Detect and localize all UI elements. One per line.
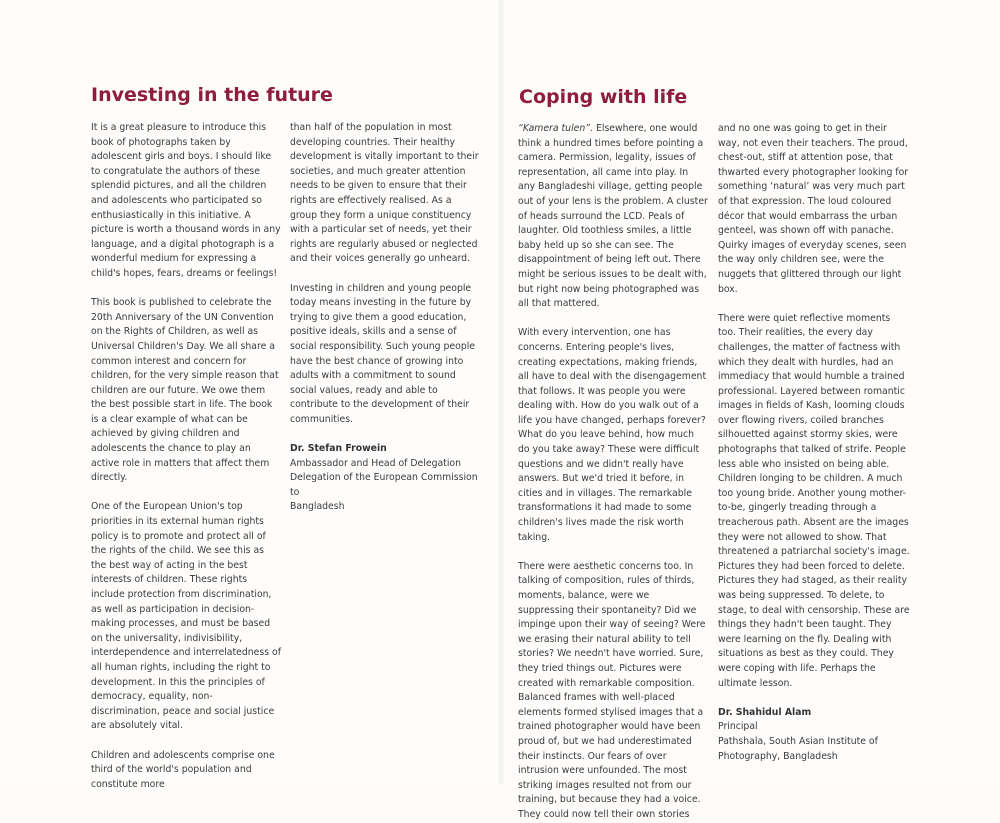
left-column-2: [290, 121, 480, 515]
left-paragraph-6: Investing in children and young people today means investing in the future by trying to give them a good education, positive ideals, skills and a sense of social responsibility. Such young people have the best chance of growing into adults with a commitment to sound social values, ready and able to contribute to the development of their communities.: [290, 282, 476, 425]
left-paragraph-5: than half of the population in most developing countries. Their healthy development is vitally important to their societies, and much greater attention needs to be given to ensure that their rights are effectively realised. As a group they form a unique constituency with a particular set of needs, yet their rights are regularly abused or neglected and their voices generally go unheard.: [290, 122, 479, 265]
right-paragraph-2: With every intervention, one has concerns. Entering people's lives, creating expectations, making friends, all have to deal with the disengagement that follows. It was people you were dealing with. How do you walk out of a life you have changed, perhaps forever? What do you leave behind, how much do you take away? These were difficult questions and we didn't really have answers. But we'd tried it before, in cities and in villages. The remarkable transformations it had made to some children's lives made the risk worth taking.: [518, 327, 707, 543]
right-column-1: [518, 122, 708, 823]
right-page-title: Coping with life: [519, 86, 688, 108]
signature-organization: Delegation of the European Commission to: [290, 472, 478, 498]
right-paragraph-1: [518, 122, 708, 312]
left-paragraph-2: This book is published to celebrate the 20th Anniversary of the UN Convention on the Rights of Children, as well as Universal Children's Day. We all share a common interest and concern for children, for the very simple reason that children are our future. We owe them the best possible start in life. The book is a clear example of what can be achieved by giving children and adolescents the chance to play an active role in matters that affect them directly.: [91, 297, 279, 484]
right-signature: [718, 706, 910, 764]
signature-title: Principal: [718, 721, 758, 733]
left-paragraph-4: Children and adolescents comprise one third of the world's population and constitute more: [91, 749, 275, 790]
left-paragraph-1: It is a great pleasure to introduce this book of photographs taken by adolescent girls and boys. I should like to congratulate the authors of these splendid pictures, and all the children and adolescents who participated so enthusiastically in this initiative. A picture is worth a thousand words in any language, and a digital photograph is a wonderful medium for expressing a child's hopes, fears, dreams or feelings!: [91, 122, 281, 279]
right-paragraph-5: There were quiet reflective moments too. Their realities, the every day challenges, the matter of factness with which they dealt with hurdles, had an immediacy that would humble a trained professional. Layered between romantic images in fields of Kash, looming clouds over flowing rivers, coiled branches silhouetted against stormy skies, were photographs that talked of strife. People less able who insisted on being able. Children longing to be children. A much too young bride. Another young mother-to-be, gingerly treading through a treacherous path. Absent are the images they were not allowed to show. That threatened a patriarchal society's image. Pictures they had been forced to delete. Pictures they had staged, as their reality was being suppressed. To delete, to stage, to deal with censorship. These are things they hadn't been taught. They were learning on the fly. Dealing with situations as best as they could. They were coping with life. Perhaps the ultimate lesson.: [718, 312, 910, 689]
signature-name: Dr. Shahidul Alam: [718, 706, 812, 718]
signature-name: Dr. Stefan Frowein: [290, 443, 387, 455]
signature-location: Bangladesh: [290, 501, 345, 513]
page-gutter: [498, 0, 504, 784]
signature-organization: Pathshala, South Asian Institute of: [718, 735, 878, 747]
left-page-title: Investing in the future: [91, 84, 333, 106]
left-signature: [290, 442, 480, 515]
left-paragraph-3: One of the European Union's top priorities in its external human rights policy is to promote and protect all of the rights of the child. We see this as the best way of acting in the best interests of children. These rights include protection from discrimination, as well as participation in decision-making processes, and must be based on the universality, indivisibility, interdependence and interrelatedness of all human rights, including the right to development. In this the principles of democracy, equality, non-discrimination, peace and social justice are absolutely vital.: [91, 501, 281, 732]
right-column-2: [718, 122, 910, 764]
signature-location: Photography, Bangladesh: [718, 750, 838, 762]
signature-title: Ambassador and Head of Delegation: [290, 457, 461, 469]
right-paragraph-1-text: Elsewhere, one would think a hundred times before pointing a camera. Permission, legality, issues of representation, all came into play. In any Bangladeshi village, getting people out of your lens is the problem. A cluster of heads surround the LCD. Peals of laughter. Old toothless smiles, a little baby held up so she can see. The disappointment of being left out. There might be serious issues to be dealt with, but right now being photographed was all that mattered.: [518, 123, 708, 310]
right-paragraph-3: There were aesthetic concerns too. In talking of composition, rules of thirds, moments, balance, were we suppressing their spontaneity? Did we impinge upon their way of seeing? Were we erasing their natural ability to tell stories? We needn't have worried. Sure, they tried things out. Pictures were created with remarkable composition. Balanced frames with well-placed elements formed stylised images that a trained photographer would have been proud of, but we had underestimated their instincts. Our fears of over intrusion were unfounded. The most striking images resulted not from our training, but because they had a voice. They could now tell their own stories: [518, 560, 706, 820]
right-paragraph-4: and no one was going to get in their way, not even their teachers. The proud, chest-out, stiff at attention pose, that thwarted every photographer looking for something ‘natural’ was very much part of that expression. The loud coloured décor that would embarrass the urban genteel, was shown off with panache. Quirky images of everyday scenes, seen the way only children see, were the nuggets that glittered through our light box.: [718, 123, 909, 295]
left-column-1: [91, 121, 281, 792]
kamera-tulen-quote: “Kamera tulen”.: [518, 123, 594, 134]
